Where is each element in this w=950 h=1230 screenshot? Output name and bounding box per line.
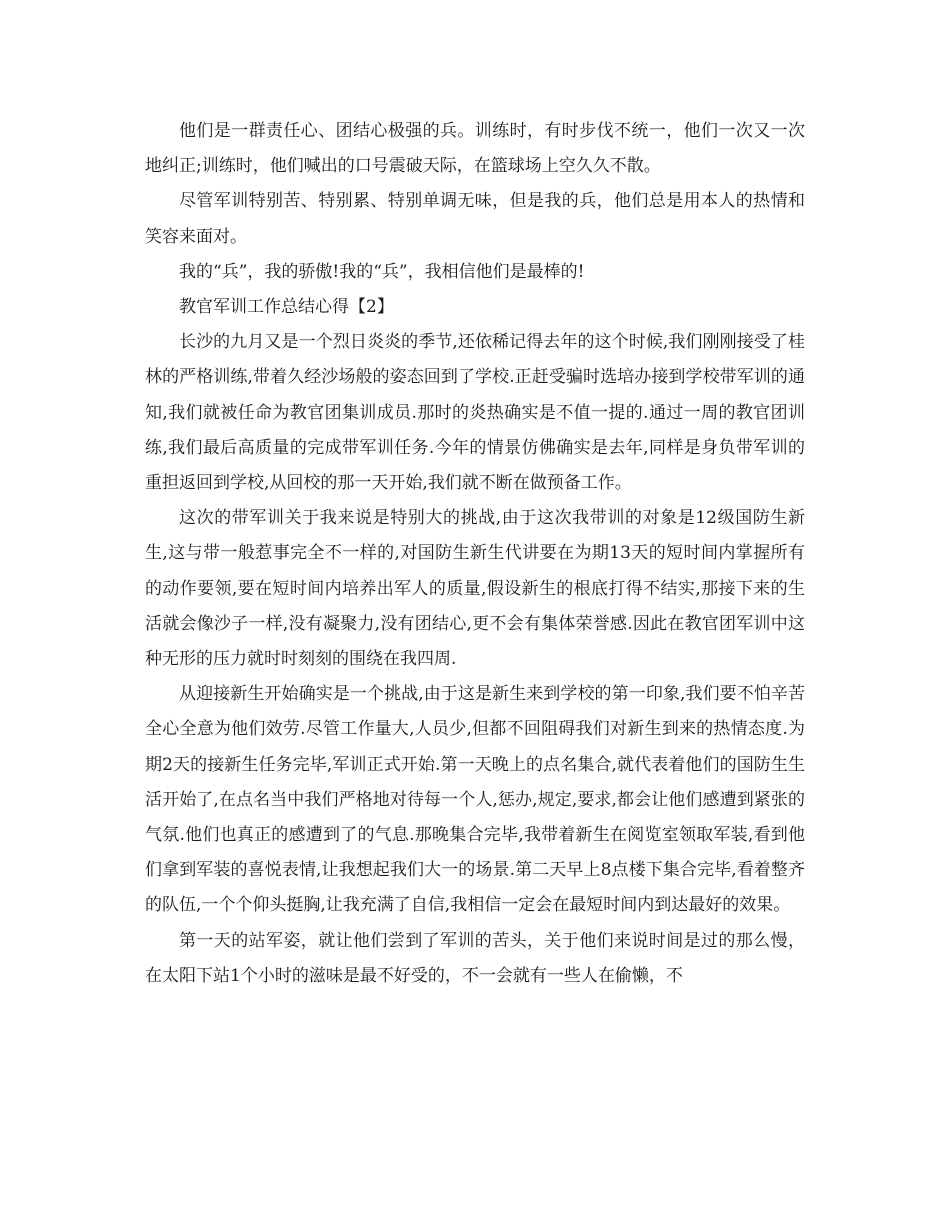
document-body <box>145 114 805 994</box>
section-heading: 教官军训工作总结心得【2】 <box>179 297 394 318</box>
paragraph-5: 这次的带军训关于我来说是特别大的挑战,由于这次我带训的对象是12级国防生新生,这与带一般惹事完全不一样的,对国防生新生代讲要在为期13天的短时间内掌握所有的动作要领,要在短时间内培养出军人的质量,假设新生的根底打得不结实,那接下来的生活就会像沙子一样,没有凝聚力,没有团结心,更不会有集体荣誉感.因此在教官团军训中这种无形的压力就时时刻刻的围绕在我四周. <box>145 508 805 670</box>
paragraph-2: 尽管军训特别苦、特别累、特别单调无味，但是我的兵，他们总是用本人的热情和笑容来面对。 <box>145 191 805 247</box>
paragraph-4: 长沙的九月又是一个烈日炎炎的季节,还依稀记得去年的这个时候,我们刚刚接受了桂林的严格训练,带着久经沙场般的姿态回到了学校.正赶受骗时选培办接到学校带军训的通知,我们就被任命为教官团集训成员.那时的炎热确实是不值一提的.通过一周的教官团训练,我们最后高质量的完成带军训任务.今年的情景仿佛确实是去年,同样是身负带军训的重担返回到学校,从回校的那一天开始,我们就不断在做预备工作。 <box>145 332 805 494</box>
paragraph-6: 从迎接新生开始确实是一个挑战,由于这是新生来到学校的第一印象,我们要不怕辛苦全心全意为他们效劳.尽管工作量大,人员少,但都不回阻碍我们对新生到来的热情态度.为期2天的接新生任务完毕,军训正式开始.第一天晚上的点名集合,就代表着他们的国防生生活开始了,在点名当中我们严格地对待每一个人,惩办,规定,要求,都会让他们感遭到紧张的气氛.他们也真正的感遭到了的气息.那晚集合完毕,我带着新生在阅览室领取军装,看到他们拿到军装的喜悦表情,让我想起我们大一的场景.第二天早上8点楼下集合完毕,看着整齐的队伍,一个个仰头挺胸,让我充满了自信,我相信一定会在最短时间内到达最好的效果。 <box>145 684 805 916</box>
paragraph-3: 我的“兵”，我的骄傲!我的“兵”，我相信他们是最棒的! <box>179 261 585 282</box>
paragraph-7: 第一天的站军姿，就让他们尝到了军训的苦头，关于他们来说时间是过的那么慢，在太阳下站1个小时的滋味是最不好受的，不一会就有一些人在偷懒，不 <box>145 930 805 986</box>
paragraph-1: 他们是一群责任心、团结心极强的兵。训练时，有时步伐不统一，他们一次又一次地纠正;训练时，他们喊出的口号震破天际，在篮球场上空久久不散。 <box>145 121 805 177</box>
